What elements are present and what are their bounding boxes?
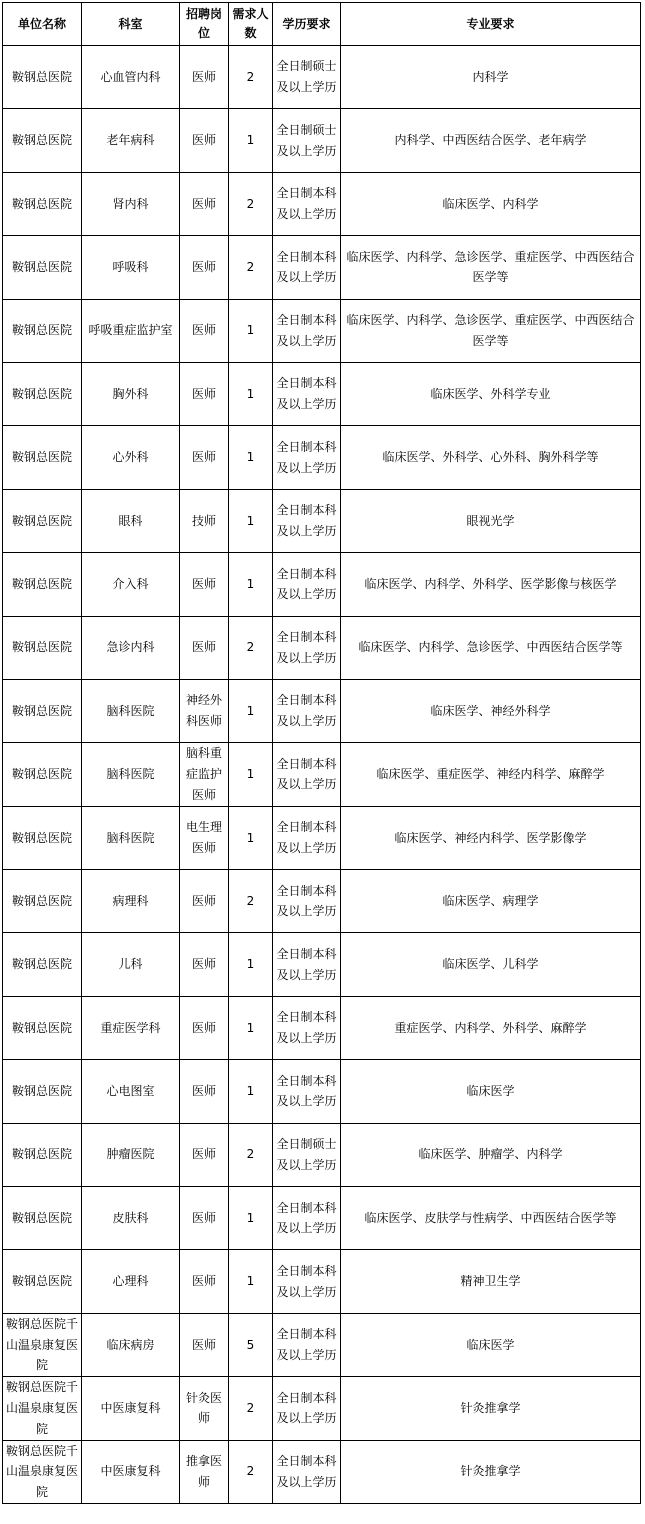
cell-major: 临床医学、外科学专业 [341,362,641,425]
cell-num: 1 [229,743,273,806]
cell-major: 临床医学、皮肤学与性病学、中西医结合医学等 [341,1187,641,1250]
cell-num: 1 [229,679,273,742]
cell-unit: 鞍钢总医院 [3,236,82,299]
table-row [3,1377,641,1440]
cell-post: 医师 [180,362,229,425]
cell-dept: 中医康复科 [82,1440,180,1503]
header-major: 专业要求 [341,3,641,46]
header-unit: 单位名称 [3,3,82,46]
cell-unit: 鞍钢总医院 [3,553,82,616]
cell-post: 医师 [180,426,229,489]
cell-major: 临床医学、外科学、心外科、胸外科学等 [341,426,641,489]
table-row [3,553,641,616]
cell-dept: 介入科 [82,553,180,616]
recruitment-table [2,2,641,1504]
cell-dept: 眼科 [82,489,180,552]
cell-edu: 全日制本科及以上学历 [273,489,341,552]
header-post: 招聘岗位 [180,3,229,46]
cell-num: 1 [229,1250,273,1313]
cell-dept: 脑科医院 [82,679,180,742]
cell-unit: 鞍钢总医院 [3,46,82,109]
cell-major: 临床医学、儿科学 [341,933,641,996]
cell-post: 脑科重症监护医师 [180,743,229,806]
cell-edu: 全日制本科及以上学历 [273,1377,341,1440]
cell-edu: 全日制本科及以上学历 [273,1440,341,1503]
cell-dept: 脑科医院 [82,743,180,806]
cell-num: 1 [229,426,273,489]
cell-post: 医师 [180,1250,229,1313]
cell-unit: 鞍钢总医院千山温泉康复医院 [3,1313,82,1376]
cell-edu: 全日制本科及以上学历 [273,1250,341,1313]
cell-dept: 儿科 [82,933,180,996]
cell-major: 临床医学、病理学 [341,870,641,933]
cell-dept: 心电图室 [82,1060,180,1123]
table-row [3,679,641,742]
cell-num: 1 [229,109,273,172]
cell-major: 内科学、中西医结合医学、老年病学 [341,109,641,172]
cell-post: 医师 [180,236,229,299]
header-edu: 学历要求 [273,3,341,46]
cell-dept: 肾内科 [82,172,180,235]
table-body [3,46,641,1504]
cell-edu: 全日制本科及以上学历 [273,299,341,362]
cell-unit: 鞍钢总医院 [3,1250,82,1313]
cell-major: 临床医学、内科学、急诊医学、中西医结合医学等 [341,616,641,679]
cell-unit: 鞍钢总医院 [3,1187,82,1250]
cell-edu: 全日制本科及以上学历 [273,996,341,1059]
cell-post: 医师 [180,109,229,172]
cell-major: 临床医学、神经外科学 [341,679,641,742]
cell-major: 临床医学、重症医学、神经内科学、麻醉学 [341,743,641,806]
table-row [3,236,641,299]
cell-edu: 全日制本科及以上学历 [273,172,341,235]
cell-post: 医师 [180,299,229,362]
cell-unit: 鞍钢总医院千山温泉康复医院 [3,1440,82,1503]
cell-post: 医师 [180,1313,229,1376]
cell-edu: 全日制本科及以上学历 [273,870,341,933]
cell-post: 医师 [180,933,229,996]
cell-num: 2 [229,616,273,679]
table-row [3,1187,641,1250]
cell-dept: 皮肤科 [82,1187,180,1250]
cell-major: 内科学 [341,46,641,109]
cell-post: 医师 [180,1187,229,1250]
cell-unit: 鞍钢总医院 [3,172,82,235]
cell-num: 1 [229,299,273,362]
cell-num: 2 [229,1123,273,1186]
cell-unit: 鞍钢总医院 [3,743,82,806]
table-row [3,1060,641,1123]
table-row [3,426,641,489]
cell-unit: 鞍钢总医院 [3,870,82,933]
header-num: 需求人数 [229,3,273,46]
cell-dept: 脑科医院 [82,806,180,869]
cell-num: 2 [229,1377,273,1440]
table-row [3,299,641,362]
cell-post: 医师 [180,616,229,679]
cell-edu: 全日制硕士及以上学历 [273,109,341,172]
cell-major: 临床医学 [341,1060,641,1123]
cell-edu: 全日制本科及以上学历 [273,362,341,425]
header-row [3,3,641,46]
table-row [3,743,641,806]
cell-edu: 全日制本科及以上学历 [273,743,341,806]
cell-unit: 鞍钢总医院 [3,1123,82,1186]
cell-post: 医师 [180,172,229,235]
header-dept: 科室 [82,3,180,46]
cell-major: 临床医学 [341,1313,641,1376]
cell-edu: 全日制本科及以上学历 [273,933,341,996]
cell-dept: 急诊内科 [82,616,180,679]
cell-dept: 中医康复科 [82,1377,180,1440]
cell-major: 临床医学、神经内科学、医学影像学 [341,806,641,869]
cell-num: 1 [229,553,273,616]
cell-edu: 全日制本科及以上学历 [273,679,341,742]
cell-edu: 全日制本科及以上学历 [273,1060,341,1123]
cell-dept: 肿瘤医院 [82,1123,180,1186]
cell-edu: 全日制硕士及以上学历 [273,1123,341,1186]
cell-unit: 鞍钢总医院 [3,109,82,172]
cell-post: 技师 [180,489,229,552]
cell-major: 眼视光学 [341,489,641,552]
cell-major: 针灸推拿学 [341,1377,641,1440]
cell-major: 针灸推拿学 [341,1440,641,1503]
table-header [3,3,641,46]
cell-unit: 鞍钢总医院 [3,806,82,869]
cell-unit: 鞍钢总医院 [3,679,82,742]
cell-post: 神经外科医师 [180,679,229,742]
table-row [3,362,641,425]
cell-dept: 胸外科 [82,362,180,425]
cell-post: 医师 [180,870,229,933]
table-row [3,1313,641,1376]
cell-unit: 鞍钢总医院 [3,362,82,425]
cell-edu: 全日制本科及以上学历 [273,1313,341,1376]
cell-num: 1 [229,806,273,869]
table-row [3,996,641,1059]
cell-post: 医师 [180,1060,229,1123]
cell-post: 针灸医师 [180,1377,229,1440]
cell-unit: 鞍钢总医院 [3,1060,82,1123]
cell-num: 2 [229,1440,273,1503]
cell-dept: 心血管内科 [82,46,180,109]
cell-edu: 全日制本科及以上学历 [273,426,341,489]
cell-num: 1 [229,362,273,425]
cell-major: 临床医学、肿瘤学、内科学 [341,1123,641,1186]
cell-post: 医师 [180,46,229,109]
cell-unit: 鞍钢总医院 [3,426,82,489]
cell-edu: 全日制本科及以上学历 [273,236,341,299]
cell-dept: 心外科 [82,426,180,489]
cell-major: 重症医学、内科学、外科学、麻醉学 [341,996,641,1059]
cell-major: 临床医学、内科学、急诊医学、重症医学、中西医结合医学等 [341,299,641,362]
cell-edu: 全日制硕士及以上学历 [273,46,341,109]
cell-dept: 心理科 [82,1250,180,1313]
table-row [3,172,641,235]
cell-post: 推拿医师 [180,1440,229,1503]
cell-num: 1 [229,933,273,996]
cell-dept: 重症医学科 [82,996,180,1059]
cell-num: 2 [229,236,273,299]
cell-num: 1 [229,996,273,1059]
table-row [3,933,641,996]
cell-post: 医师 [180,553,229,616]
cell-edu: 全日制本科及以上学历 [273,553,341,616]
cell-unit: 鞍钢总医院千山温泉康复医院 [3,1377,82,1440]
cell-dept: 呼吸科 [82,236,180,299]
table-row [3,1250,641,1313]
cell-num: 1 [229,1187,273,1250]
cell-num: 5 [229,1313,273,1376]
cell-unit: 鞍钢总医院 [3,933,82,996]
cell-edu: 全日制本科及以上学历 [273,806,341,869]
cell-major: 临床医学、内科学、急诊医学、重症医学、中西医结合医学等 [341,236,641,299]
table-row [3,870,641,933]
cell-dept: 呼吸重症监护室 [82,299,180,362]
cell-unit: 鞍钢总医院 [3,489,82,552]
cell-num: 1 [229,489,273,552]
cell-dept: 病理科 [82,870,180,933]
cell-edu: 全日制本科及以上学历 [273,1187,341,1250]
cell-post: 医师 [180,1123,229,1186]
cell-major: 精神卫生学 [341,1250,641,1313]
cell-unit: 鞍钢总医院 [3,299,82,362]
cell-dept: 临床病房 [82,1313,180,1376]
cell-edu: 全日制本科及以上学历 [273,616,341,679]
table-row [3,46,641,109]
cell-major: 临床医学、内科学 [341,172,641,235]
table-row [3,806,641,869]
cell-dept: 老年病科 [82,109,180,172]
table-row [3,489,641,552]
table-row [3,1123,641,1186]
cell-num: 2 [229,46,273,109]
table-row [3,616,641,679]
cell-post: 电生理医师 [180,806,229,869]
cell-num: 1 [229,1060,273,1123]
cell-post: 医师 [180,996,229,1059]
cell-major: 临床医学、内科学、外科学、医学影像与核医学 [341,553,641,616]
table-row [3,109,641,172]
cell-unit: 鞍钢总医院 [3,616,82,679]
cell-num: 2 [229,172,273,235]
cell-num: 2 [229,870,273,933]
cell-unit: 鞍钢总医院 [3,996,82,1059]
table-row [3,1440,641,1503]
